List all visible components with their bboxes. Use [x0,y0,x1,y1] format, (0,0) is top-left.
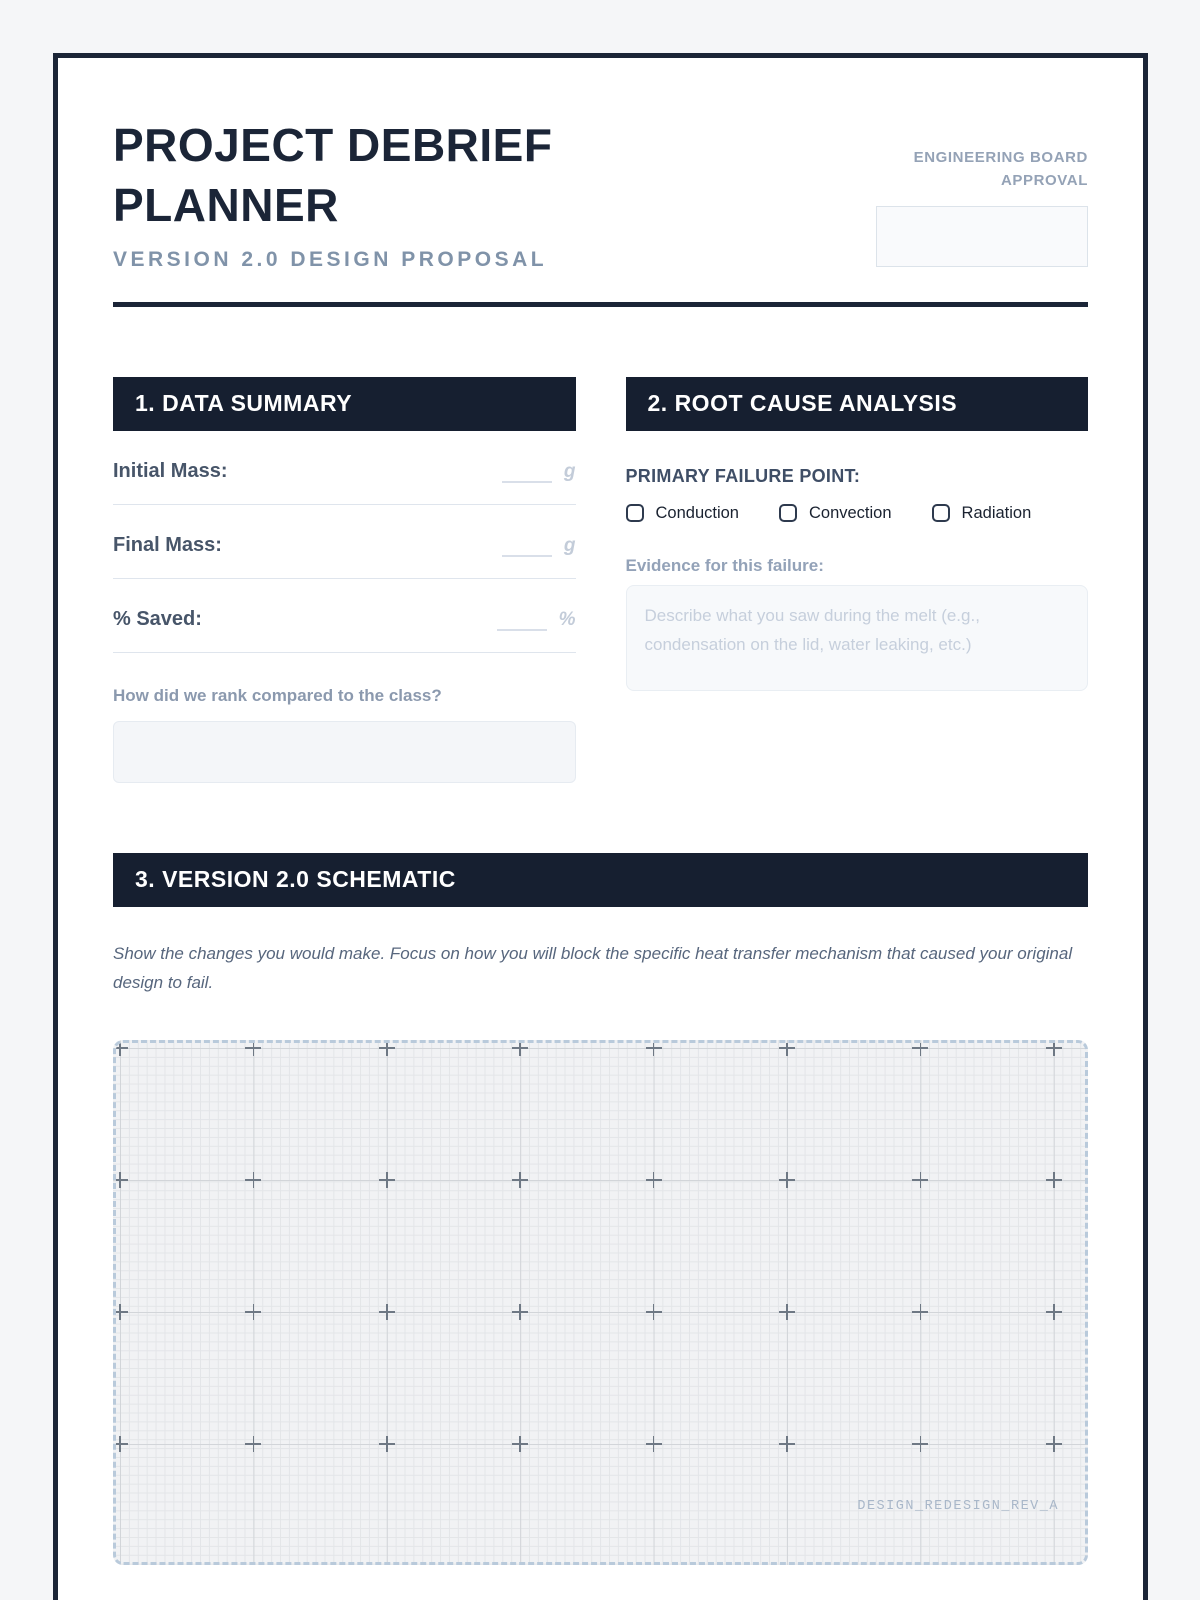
section-1-header: 1. DATA SUMMARY [113,377,576,431]
option-radiation[interactable] [932,504,1032,523]
approval-signature-box[interactable] [876,206,1088,267]
final-mass-label: Final Mass: [113,533,222,556]
grid-cross-marker [379,1304,395,1320]
grid-cross-marker [512,1172,528,1188]
grid-cross-marker [646,1304,662,1320]
page-title-line1: PROJECT DEBRIEF [113,119,553,171]
percent-saved-unit: % [558,608,576,630]
evidence-label: Evidence for this failure: [625,555,824,575]
grid-cross-marker [912,1436,928,1452]
schematic-drawing-area[interactable] [113,1040,1088,1565]
grid-cross-marker [113,1172,128,1188]
radiation-label: Radiation [961,503,1032,522]
grid-cross-marker [113,1040,128,1056]
grid-cross-marker [646,1172,662,1188]
approval-label-line2: APPROVAL [1000,172,1088,190]
grid-cross-marker [912,1172,928,1188]
grid-cross-marker [646,1436,662,1452]
percent-saved-label: % Saved: [113,607,202,630]
schematic-watermark: DESIGN_REDESIGN_REV_A [857,1499,1059,1515]
final-mass-input[interactable] [502,543,552,557]
option-convection[interactable] [779,504,892,523]
percent-saved-input[interactable] [497,617,547,631]
grid-cross-marker [779,1172,795,1188]
grid-cross-marker [245,1304,261,1320]
initial-mass-label: Initial Mass: [113,459,228,482]
evidence-textarea[interactable] [626,585,1089,691]
convection-checkbox[interactable] [779,504,797,522]
grid-cross-marker [1046,1040,1062,1056]
radiation-checkbox[interactable] [932,504,950,522]
section-3-header: 3. VERSION 2.0 SCHEMATIC [113,853,1088,907]
page-title [113,116,552,236]
grid-cross-marker [379,1172,395,1188]
grid-cross-marker [113,1304,128,1320]
grid-cross-marker [245,1172,261,1188]
title-block [113,116,552,272]
grid-cross-marker [1046,1172,1062,1188]
grid-cross-marker [779,1304,795,1320]
field-row-percent-saved [113,608,576,653]
field-row-final-mass [113,534,576,579]
initial-mass-unit: g [563,460,576,482]
rank-answer-box[interactable] [113,721,576,783]
section-data-summary [113,377,576,783]
grid-cross-marker [646,1040,662,1056]
grid-cross-marker [245,1040,261,1056]
page-title-line2: PLANNER [113,178,339,231]
grid-cross-marker [113,1436,128,1452]
primary-failure-label: PRIMARY FAILURE POINT: [625,465,861,486]
grid-cross-marker [512,1304,528,1320]
failure-options [626,504,1089,523]
rank-question-label: How did we rank compared to the class? [113,685,442,705]
sections-row [113,377,1088,783]
worksheet-page [53,53,1148,1600]
initial-mass-input[interactable] [502,469,552,483]
grid-cross-marker [912,1304,928,1320]
grid-cross-marker [379,1040,395,1056]
approval-label-line1: ENGINEERING BOARD [913,149,1088,166]
percent-saved-fill [497,609,576,631]
approval-block [876,116,1088,272]
schematic-instructions: Show the changes you would make. Focus on how you will block the specific heat transfer mechanism that caused your original design to fail. [113,943,1073,993]
page-subtitle: VERSION 2.0 DESIGN PROPOSAL [113,247,548,271]
section-root-cause [626,377,1089,783]
header [113,116,1088,272]
grid-cross-marker [1046,1436,1062,1452]
conduction-label: Conduction [655,503,739,522]
grid-cross-marker [512,1040,528,1056]
grid-cross-marker [1046,1304,1062,1320]
final-mass-unit: g [563,534,576,556]
grid-cross-marker [245,1436,261,1452]
field-row-initial-mass [113,460,576,505]
convection-label: Convection [808,503,892,522]
grid-cross-marker [512,1436,528,1452]
grid-cross-marker [779,1436,795,1452]
grid-cross-marker [379,1436,395,1452]
section-2-header: 2. ROOT CAUSE ANALYSIS [626,377,1089,431]
section-schematic [113,853,1088,1566]
approval-label [876,146,1088,193]
header-divider [113,302,1088,307]
initial-mass-fill [502,461,576,483]
conduction-checkbox[interactable] [626,504,644,522]
grid-cross-marker [779,1040,795,1056]
grid-cross-marker [912,1040,928,1056]
option-conduction[interactable] [626,504,739,523]
final-mass-fill [502,535,576,557]
